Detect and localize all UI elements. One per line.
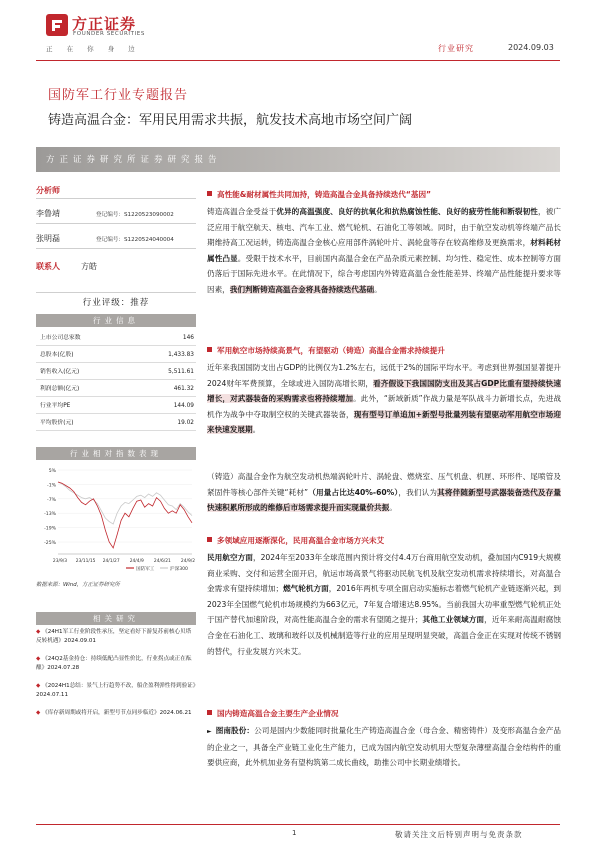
info-row: 平均股价(元) 19.02 <box>36 417 196 431</box>
paragraph: 铸造高温合金受益于优异的高温强度、良好的抗氧化和抗热腐蚀性能、良好的疲劳性能和断裂韧性，被广泛应用于航空航天、核电、汽车工业、燃气轮机、石油化工等领域。同时，由于航空发动机等终端产品长期维持高工况运转，铸造高温合金核心应用部件涡轮叶片、涡轮盘等存在较高维修及更换需求，材料耗材属性凸显。受限于技术水平，目前国内高温合金在产品杂质元素控制、均匀性、稳定性、成本控制等方面仍落后于国际先进水平。在此情况下，综合考虑国内外铸造高温合金性能差异、终端产品性能提升要求等因素，我们判断铸造高温合金将具备持续迭代基础。 <box>207 207 562 294</box>
info-row: 利润总额(亿元) 461.32 <box>36 383 196 397</box>
chart-source: 数据来源：Wind，方正证券研究所 <box>36 582 120 588</box>
divider <box>36 198 196 199</box>
logo-subtext: FOUNDER SECURITIES <box>73 31 145 37</box>
legend-label: 国防军工 <box>136 566 155 572</box>
bullet-heading: 高性能&耐材属性共同加持，铸造高温合金具备持续迭代“基因” <box>207 188 561 202</box>
analyst-name: 李鲁靖 <box>36 209 60 218</box>
related-header: 相关研究 <box>36 612 196 625</box>
related-item: ◆ 《2024H1总结：景气上行趋势不改，船企盈利弹性得到验证》2024.07.11 <box>36 683 196 698</box>
industry-info-header: 行业信息 <box>36 314 196 327</box>
chart-header: 行业相对指数表现 <box>36 447 196 460</box>
x-tick-label: 24/4/9 <box>129 559 144 564</box>
y-tick-label: -19% <box>44 526 56 532</box>
analyst-name: 张明磊 <box>36 234 60 243</box>
report-type-label: 行业研究 <box>438 44 474 53</box>
footer-divider <box>36 824 560 825</box>
slogan: 正 在 你 身 边 <box>46 45 138 53</box>
divider <box>36 223 196 224</box>
bullet-heading: 军用航空市场持续高景气，有望驱动（铸造）高温合金需求持续提升 <box>207 344 561 358</box>
x-tick-label: 24/6/21 <box>153 559 171 564</box>
x-tick-label: 24/9/2 <box>180 559 196 564</box>
contact-name: 方皓 <box>81 262 97 271</box>
paragraph: 民用航空方面，2024年至2033年全球范围内预计将交付4.4万台商用航空发动机，叠加国内C919大规模商业采购、交付和运营全面开启，航运市场高景气将驱动民航飞机及航空发动机需求持续增长，对高温合金需求有望持续增加；燃气轮机方面，2016年两机专项全面启动实施标志着燃气轮机产业链逐渐兴起，到2023年全国燃气轮机市场规模约为663亿元，7年复合增速达8.95%。当前我国大功率重型燃气轮机正处于国产替代加速阶段，对高性能高温合金的需求有望随之提升；其他工业领域方面，近年来耐高温耐腐蚀合金在石油化工、玻璃和玻纤以及机械制造等行业的应用呈现明显突破，高温合金正在实现对传统不锈钢的替代，行业发展方兴未艾。 <box>207 553 562 656</box>
analyst-reg: 登记编号：S1220523090002 <box>96 212 174 218</box>
header-divider <box>36 60 560 61</box>
report-date: 2024.09.03 <box>508 43 554 52</box>
industry-rating: 行业评级：推荐 <box>82 298 150 308</box>
relative-index-chart <box>36 464 196 576</box>
report-title: 铸造高温合金：军用民用需求共振，航发技术高地市场空间广阔 <box>48 113 413 128</box>
series-line <box>58 482 192 524</box>
bullet-heading: 多领域应用逐渐深化，民用高温合金市场方兴未艾 <box>207 534 561 548</box>
y-tick-label: -7% <box>47 497 56 503</box>
related-item: ◆ 《库存新周期或将开启，新型号节点同步临近》2024.06.21 <box>36 710 192 716</box>
logo-text: 方正证券 <box>72 15 137 33</box>
disclaimer: 敬请关注文后特别声明与免责条款 <box>395 830 523 839</box>
bullet-square-icon <box>207 537 212 542</box>
y-tick-label: -25% <box>44 541 56 546</box>
page-number: 1 <box>292 829 297 837</box>
y-tick-label: -13% <box>44 512 56 518</box>
x-tick-label: 23/11/15 <box>75 559 96 564</box>
series-line <box>58 482 192 548</box>
x-tick-label: 23/9/3 <box>52 559 68 564</box>
bullet-heading: 国内铸造高温合金主要生产企业情况 <box>207 707 561 721</box>
legend-label: 沪深300 <box>170 566 188 572</box>
info-row: 总股本(亿股) 1,433.83 <box>36 349 196 363</box>
bullet-square-icon <box>207 710 212 715</box>
paragraph: （铸造）高温合金作为航空发动机热端涡轮叶片、涡轮盘、燃烧室、压气机盘、机匣、环形件、尾喷管及紧固件等核心部件关键“耗材”（用量占比达40%-60%），我们认为其将伴随新型号武器装备迭代及存量快速积累所形成的维修后市场需求提升而实现量价共振。 <box>207 472 562 513</box>
contact-label: 联系人 <box>36 262 60 271</box>
bullet-square-icon <box>207 347 212 352</box>
divider <box>36 292 196 293</box>
x-tick-label: 24/1/27 <box>102 559 120 564</box>
y-tick-label: 5% <box>48 469 56 474</box>
banner-text: 方正证券研究所证券研究报告 <box>46 155 222 165</box>
related-item: ◆ 《24H1军工行业阶段性承压，坚定看好下游复苏前核心贝塔反转机遇》2024.09.01 <box>36 629 192 644</box>
triangle-bullet-icon: ► <box>207 728 212 735</box>
info-row: 销售收入(亿元) 5,511.61 <box>36 366 196 380</box>
report-category: 国防军工行业专题报告 <box>48 88 189 103</box>
related-item: ◆ 《24Q2基金持仓：持续低配凸显性价比，行业拐点或正在酝酿》2024.07.28 <box>36 656 192 671</box>
info-row: 行业平均PE 144.09 <box>36 400 196 414</box>
paragraph: ► 图南股份：公司是国内少数能同时批量化生产铸造高温合金（母合金、精密铸件）及变形高温合金产品的企业之一，具备全产业链工业化生产能力，已成为国内航空发动机用大型复杂薄壁高温合金结构件的重要供应商，此外机加业务有望构筑第二成长曲线，助推公司中长期业绩增长。 <box>207 726 562 768</box>
bullet-square-icon <box>207 191 212 196</box>
analyst-label: 分析师 <box>36 186 60 195</box>
info-row: 上市公司总家数 146 <box>36 332 196 346</box>
founder-logo-icon <box>46 14 68 36</box>
divider <box>36 248 196 249</box>
paragraph: 近年来我国国防支出占GDP的比例仅为1.2%左右，远低于2%的国际平均水平。考虑到世界强国显著提升2024财年军费预算，全球或进入国防高增长期，看齐假设下我国国防支出及其占GDP比重有望持续快速增长，对武器装备的采购需求也将持续增加。此外，“新域新质”作战力量是军队战斗力新增长点，先进战机作为战争中夺取制空权的关键武器装备，现有型号订单追加+新型号批量列装有望驱动军用航空市场迎来快速发展期。 <box>207 363 561 435</box>
analyst-reg: 登记编号：S1220524040004 <box>96 237 174 243</box>
y-tick-label: -1% <box>47 483 56 489</box>
